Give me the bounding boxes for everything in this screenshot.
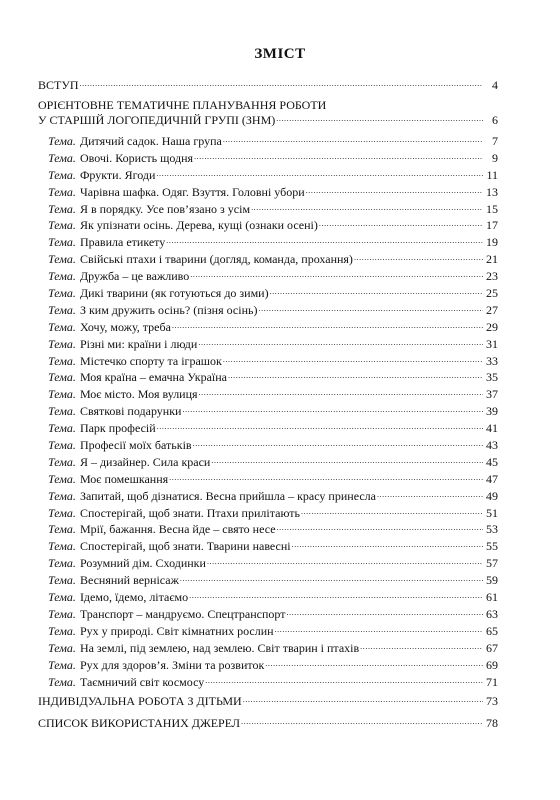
tema-prefix: Тема. bbox=[48, 387, 76, 402]
toc-entry-intro[interactable] bbox=[38, 78, 498, 94]
tema-prefix: Тема. bbox=[48, 471, 76, 486]
toc-entry-label: СПИСОК ВИКОРИСТАНИХ ДЖЕРЕЛ bbox=[38, 716, 241, 731]
toc-topic-label bbox=[48, 521, 276, 538]
toc-topic-label bbox=[48, 471, 168, 488]
toc-page-number: 15 bbox=[486, 201, 498, 216]
toc-page-number: 69 bbox=[486, 657, 498, 672]
tema-prefix: Тема. bbox=[48, 218, 76, 233]
toc-topic-label bbox=[48, 386, 198, 403]
toc-page-number: 37 bbox=[486, 387, 498, 402]
tema-prefix: Тема. bbox=[48, 134, 76, 148]
toc-page-number: 13 bbox=[486, 184, 498, 199]
toc-topic-label bbox=[48, 167, 155, 184]
toc-page-number: 4 bbox=[492, 78, 498, 92]
toc-page-number: 65 bbox=[486, 623, 498, 638]
tema-prefix: Тема. bbox=[48, 522, 76, 537]
tema-prefix: Тема. bbox=[48, 623, 76, 638]
toc-topic-entry[interactable] bbox=[38, 674, 498, 691]
tema-prefix: Тема. bbox=[48, 640, 76, 655]
toc-entry-individual[interactable] bbox=[38, 694, 498, 710]
tema-prefix: Тема. bbox=[48, 573, 76, 588]
toc-page-number: 67 bbox=[486, 640, 498, 655]
toc-topic-label bbox=[48, 268, 189, 285]
toc-topic-label bbox=[48, 336, 197, 353]
table-of-contents bbox=[38, 74, 498, 732]
toc-page-number: 27 bbox=[486, 302, 498, 317]
toc-page-number: 9 bbox=[492, 150, 498, 165]
toc-topic-title: Моє помешкання bbox=[79, 471, 169, 486]
tema-prefix: Тема. bbox=[48, 657, 76, 672]
toc-page-number: 29 bbox=[486, 319, 498, 334]
tema-prefix: Тема. bbox=[48, 286, 76, 301]
toc-topic-label bbox=[48, 353, 222, 370]
tema-prefix: Тема. bbox=[48, 539, 76, 554]
toc-topic-title: Різні ми: країни і люди bbox=[79, 336, 198, 351]
toc-page-number: 78 bbox=[486, 716, 498, 731]
toc-topic-label bbox=[48, 623, 274, 640]
toc-topic-label bbox=[48, 420, 156, 437]
toc-page-number: 45 bbox=[486, 454, 498, 469]
toc-entry-planning[interactable] bbox=[38, 98, 498, 129]
toc-topic-title: Таємничий світ космосу bbox=[79, 674, 205, 689]
toc-page-number: 17 bbox=[486, 218, 498, 233]
tema-prefix: Тема. bbox=[48, 353, 76, 368]
toc-page-number: 21 bbox=[486, 252, 498, 267]
toc-page-number: 35 bbox=[486, 370, 498, 385]
toc-topic-title: Чарівна шафка. Одяг. Взуття. Головні убори bbox=[79, 184, 305, 199]
dot-leader bbox=[276, 110, 483, 126]
tema-prefix: Тема. bbox=[48, 235, 76, 250]
toc-topic-title: Моє місто. Моя вулиця bbox=[79, 387, 198, 402]
toc-topic-title: Спостерігай, щоб знати. Птахи прилітають bbox=[79, 505, 300, 520]
toc-page-number: 51 bbox=[486, 505, 498, 520]
toc-topic-title: Весняний вернісаж bbox=[79, 573, 179, 588]
tema-prefix: Тема. bbox=[48, 606, 76, 621]
toc-topic-title: Фрукти. Ягоди bbox=[79, 167, 156, 182]
toc-topic-title: Святкові подарунки bbox=[79, 404, 182, 419]
toc-topic-label bbox=[48, 319, 171, 336]
toc-topic-label bbox=[48, 589, 188, 606]
toc-entry-label: ВСТУП bbox=[38, 78, 79, 92]
toc-page-number: 6 bbox=[492, 113, 498, 127]
toc-entry-label-line1: ОРІЄНТОВНЕ ТЕМАТИЧНЕ ПЛАНУВАННЯ РОБОТИ bbox=[38, 98, 327, 112]
dot-leader bbox=[80, 75, 484, 91]
toc-topic-label bbox=[48, 437, 192, 454]
toc-topic-title: На землі, під землею, над землею. Світ тварин і птахів bbox=[79, 640, 360, 655]
toc-topic-title: Запитай, щоб дізнатися. Весна прийшла – красу принесла bbox=[79, 488, 376, 503]
toc-topic-title: Спостерігай, щоб знати. Тварини навесні bbox=[79, 539, 291, 554]
tema-prefix: Тема. bbox=[48, 336, 76, 351]
toc-page-number: 41 bbox=[486, 421, 498, 436]
toc-page-number: 53 bbox=[486, 522, 498, 537]
tema-prefix: Тема. bbox=[48, 590, 76, 605]
toc-page-number: 49 bbox=[486, 488, 498, 503]
tema-prefix: Тема. bbox=[48, 505, 76, 520]
toc-topic-title: Дружба – це важливо bbox=[79, 269, 190, 284]
toc-page-number: 31 bbox=[486, 336, 498, 351]
tema-prefix: Тема. bbox=[48, 438, 76, 453]
toc-page-number: 25 bbox=[486, 286, 498, 301]
toc-topic-title: Транспорт – мандруємо. Спецтранспорт bbox=[79, 606, 286, 621]
toc-page-number: 11 bbox=[486, 167, 498, 182]
toc-topic-title: Ідемо, їдемо, літаємо bbox=[79, 590, 189, 605]
tema-prefix: Тема. bbox=[48, 674, 76, 689]
toc-page-number: 47 bbox=[486, 471, 498, 486]
toc-entry-label: ІНДИВІДУАЛЬНА РОБОТА З ДІТЬМИ bbox=[38, 694, 242, 709]
toc-topic-title: Дитячий садок. Наша група bbox=[79, 134, 222, 148]
toc-page-number: 33 bbox=[486, 353, 498, 368]
toc-topic-title: Правила етикету bbox=[79, 235, 166, 250]
toc-topic-title: Як упізнати осінь. Дерева, кущі (ознаки осені) bbox=[79, 218, 318, 233]
tema-prefix: Тема. bbox=[48, 150, 76, 165]
toc-page-number: 63 bbox=[486, 606, 498, 621]
toc-topic-title: Розумний дім. Сходинки bbox=[79, 556, 206, 571]
toc-topic-title: Містечко спорту та іграшок bbox=[79, 353, 222, 368]
toc-entry-label-line2: У СТАРШІЙ ЛОГОПЕДИЧНІЙ ГРУПІ (ЗНМ) bbox=[38, 113, 276, 127]
toc-topic-label bbox=[48, 234, 165, 251]
tema-prefix: Тема. bbox=[48, 370, 76, 385]
tema-prefix: Тема. bbox=[48, 201, 76, 216]
toc-topic-title: Овочі. Користь щодня bbox=[79, 150, 194, 165]
toc-topic-title: Рух у природі. Світ кімнатних рослин bbox=[79, 623, 274, 638]
page-title: ЗМІСТ bbox=[254, 46, 306, 62]
toc-topic-title: Професії моїх батьків bbox=[79, 438, 192, 453]
toc-topic-label bbox=[48, 285, 269, 302]
toc-topic-title: З ким дружить осінь? (пізня осінь) bbox=[79, 302, 258, 317]
toc-topic-title: Свійські птахи і тварини (догляд, команда, прохання) bbox=[79, 252, 353, 267]
tema-prefix: Тема. bbox=[48, 167, 76, 182]
toc-topic-title: Я в порядку. Усе пов’язано з усім bbox=[79, 201, 251, 216]
toc-page-number: 71 bbox=[486, 674, 498, 689]
toc-page-number: 61 bbox=[486, 590, 498, 605]
toc-topic-title: Моя країна – емачна Україна bbox=[79, 370, 227, 385]
dot-leader bbox=[205, 671, 483, 690]
toc-page-number: 59 bbox=[486, 573, 498, 588]
toc-page-number: 43 bbox=[486, 438, 498, 453]
dot-leader bbox=[243, 691, 483, 707]
tema-prefix: Тема. bbox=[48, 269, 76, 284]
toc-topic-title: Рух для здоров’я. Зміни та розвиток bbox=[79, 657, 265, 672]
toc-topic-title: Я – дизайнер. Сила краси bbox=[79, 454, 211, 469]
toc-topic-label bbox=[48, 201, 250, 218]
tema-prefix: Тема. bbox=[48, 488, 76, 503]
tema-prefix: Тема. bbox=[48, 184, 76, 199]
tema-prefix: Тема. bbox=[48, 421, 76, 436]
toc-topic-title: Парк професій bbox=[79, 421, 156, 436]
toc-page-number: 19 bbox=[486, 235, 498, 250]
toc-topic-label bbox=[48, 606, 286, 623]
toc-page-number: 73 bbox=[486, 694, 498, 709]
toc-topic-title: Хочу, можу, треба bbox=[79, 319, 171, 334]
tema-prefix: Тема. bbox=[48, 302, 76, 317]
tema-prefix: Тема. bbox=[48, 556, 76, 571]
toc-page-number: 39 bbox=[486, 404, 498, 419]
toc-topic-label bbox=[48, 674, 204, 691]
toc-page-number: 7 bbox=[492, 134, 498, 148]
tema-prefix: Тема. bbox=[48, 252, 76, 267]
toc-topic-title: Мрії, бажання. Весна йде – свято несе bbox=[79, 522, 276, 537]
dot-leader bbox=[241, 713, 483, 729]
toc-page-number: 57 bbox=[486, 556, 498, 571]
toc-topic-label bbox=[48, 505, 300, 522]
toc-entry-sources[interactable] bbox=[38, 716, 498, 732]
toc-page-number: 23 bbox=[486, 269, 498, 284]
tema-prefix: Тема. bbox=[48, 454, 76, 469]
toc-topic-list bbox=[38, 133, 498, 690]
toc-topic-label bbox=[48, 572, 179, 589]
toc-topic-title: Дикі тварини (як готуються до зими) bbox=[79, 286, 269, 301]
toc-page-number: 55 bbox=[486, 539, 498, 554]
tema-prefix: Тема. bbox=[48, 319, 76, 334]
tema-prefix: Тема. bbox=[48, 404, 76, 419]
